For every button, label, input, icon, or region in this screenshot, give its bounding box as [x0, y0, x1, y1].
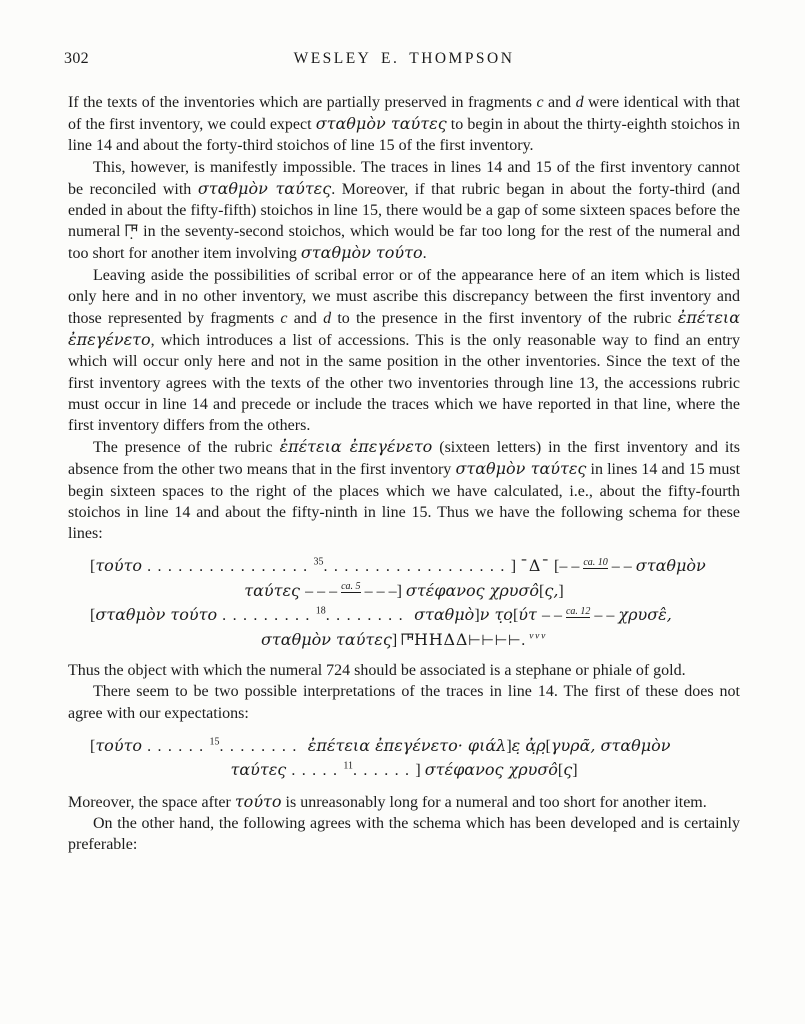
text-segment: ] — [572, 762, 578, 780]
text-segment: Moreover, the space after — [68, 793, 235, 811]
paragraph-1 — [68, 92, 740, 157]
text-segment: ...... — [147, 737, 210, 755]
text-segment: vvv — [529, 631, 548, 642]
text-segment: The presence of the rubric — [93, 439, 280, 457]
text-segment: [ — [545, 737, 551, 755]
paragraph-5 — [68, 660, 740, 681]
text-segment: – – – — [305, 582, 342, 600]
schema1-line-1 — [90, 554, 740, 579]
schema1-line-3 — [90, 603, 740, 628]
text-segment: 11 — [343, 761, 353, 773]
text-segment: ἐπέτεια ἐπεγένετο· φιάλ — [302, 735, 507, 755]
schema2-line-2 — [68, 758, 740, 783]
text-segment: ύτ — [518, 605, 542, 625]
text-segment: στέφανος χρυσο̂ — [405, 580, 540, 600]
text-segment: ν τ̣ο̣ — [479, 605, 513, 625]
schema1-line-2 — [68, 579, 740, 604]
text-segment: ΗΗΔΔ — [413, 629, 469, 649]
text-segment: ca. 5 — [341, 581, 361, 593]
text-segment: [ — [512, 607, 519, 625]
text-segment: ] — [415, 762, 425, 780]
text-segment: d — [323, 310, 332, 328]
text-segment: ......... — [222, 607, 316, 625]
text-segment: is unreasonably long for a numeral and too short for another item. — [281, 793, 707, 811]
text-segment: were identical with that of the first inventory, we could expect — [68, 94, 740, 134]
paragraph-8 — [68, 813, 740, 855]
text-segment: ] — [558, 582, 564, 600]
text-segment: ς — [563, 760, 573, 780]
running-header — [64, 48, 740, 92]
paragraph-4 — [68, 436, 740, 544]
text-segment: [ — [90, 737, 96, 755]
text-segment: ] — [391, 631, 402, 649]
text-segment: – – — [590, 607, 619, 625]
paragraph-6 — [68, 681, 740, 723]
text-segment: ] — [506, 737, 512, 755]
text-segment: χρυσε̂, — [618, 605, 672, 625]
text-segment: [ — [539, 582, 545, 600]
text-segment: in lines 14 and 15 must begin sixteen spaces to the right of the places which we have calculated, i.e., about the fifty-fourth stoichos in line 14 and about the fifty-ninth in line 15. Thus we have the following schema for these lines: — [68, 461, 741, 543]
text-segment: σταθμὸν ταύτες — [315, 114, 447, 134]
text-segment: 18 — [315, 605, 326, 617]
text-segment: τούτο — [234, 791, 282, 811]
text-segment: (sixteen letters) in the first inventory and its absence from the other two means that in the first inventory — [68, 439, 741, 479]
text-segment: 35 — [313, 556, 324, 568]
text-segment: d — [575, 94, 584, 111]
paragraph-7 — [68, 791, 740, 813]
text-segment: ἐπέτεια ἐπεγένετο — [279, 437, 433, 457]
text-segment: and — [543, 94, 576, 111]
text-segment: τούτο — [95, 735, 148, 755]
schema-block-1 — [68, 554, 740, 652]
text-segment: ................ — [147, 558, 314, 576]
text-segment: σταθμὸν ταύτες — [455, 459, 587, 479]
text-segment: ca. 10 — [583, 556, 608, 568]
text-segment: c — [280, 310, 288, 328]
text-segment: ..... — [291, 762, 344, 780]
text-segment: [ — [90, 607, 96, 625]
text-segment: [ — [90, 558, 96, 576]
text-segment: ] — [510, 558, 521, 576]
text-segment: Leaving aside the possibilities of scribal error or of the appearance here of an item which is listed only here and in no other inventory, we must ascribe this discrepancy between the first inventory and those represented by fragments — [68, 266, 740, 328]
schema1-line-4 — [68, 628, 740, 653]
text-segment: ς, — [544, 580, 559, 600]
text-segment: σταθμὸν τούτο — [95, 605, 223, 625]
text-segment: 15 — [209, 736, 220, 748]
text-segment: σταθμὸ — [408, 605, 475, 625]
text-segment: ........ — [325, 607, 409, 625]
text-segment: – – — [607, 558, 636, 576]
text-segment: ¯Δ¯ — [520, 556, 551, 576]
page-number: 302 — [64, 50, 89, 67]
paragraph-2 — [68, 157, 740, 265]
text-segment: . — [521, 631, 526, 649]
text-segment: , which introduces a list of accessions. This is the only reasonable way to find an entry which will occur only here and not in the same position in the other inventories. Since the text of the first inventory agrees with the texts of the other two inventories through line 13, the accessions rubric must occur in line 14 and precede or include the traces which we have reported in that line, where the first inventory differs from the others. — [68, 332, 740, 435]
text-segment: τούτο — [95, 556, 148, 576]
schema-block-2 — [68, 734, 740, 783]
text-segment: There seem to be two possible interpretations of the traces in line 14. The first of these does not agree with our expectations: — [68, 683, 740, 722]
text-segment: [ — [550, 558, 560, 576]
text-segment: ] — [396, 582, 406, 600]
text-segment: ] — [474, 607, 480, 625]
text-segment: στέφανος χρυσο̂ — [424, 760, 558, 780]
text-segment: to the presence in the first inventory of the rubric — [331, 310, 678, 328]
text-segment: ε̣ ἀ̣ρ̣ — [511, 735, 546, 755]
text-segment: in the seventy-second stoichos, which would be far too long for the rest of the numeral and too short for another item involving — [68, 223, 740, 263]
text-segment: – – – — [360, 582, 397, 600]
text-segment: ...... — [353, 762, 416, 780]
text-segment: and — [287, 310, 324, 328]
page-body — [68, 92, 740, 855]
paragraph-3 — [68, 265, 740, 437]
text-segment: On the other hand, the following agrees with the schema which has been developed and is certainly preferable: — [68, 815, 740, 854]
running-head-title: WESLEY E. THOMPSON — [293, 50, 515, 67]
acrophonic-500-numeral — [401, 632, 414, 649]
text-segment: ταύτες — [230, 760, 292, 780]
text-segment: If the texts of the inventories which are partially preserved in fragments — [68, 94, 537, 111]
acrophonic-500-numeral-dotted — [125, 223, 138, 240]
text-segment: [ — [557, 762, 564, 780]
text-segment: – – — [541, 607, 566, 625]
text-segment: This, however, is manifestly impossible. The traces in lines 14 and 15 of the first inventory cannot be reconciled with — [68, 158, 740, 198]
text-segment: – – — [559, 558, 584, 576]
text-segment: ἐπέτεια ἐπεγένετο — [68, 308, 740, 350]
text-segment: ........ — [219, 737, 303, 755]
text-segment: c — [536, 94, 544, 111]
text-segment: .................. — [323, 558, 511, 576]
text-segment: to begin in about the thirty-eighth stoichos in line 14 and about the forty-third stoichos of line 15 of the first inventory. — [68, 116, 740, 155]
text-segment: ταύτες — [244, 580, 306, 600]
text-segment: ca. 12 — [565, 605, 591, 617]
text-segment: σταθμὸν ταύτες — [260, 629, 392, 649]
text-segment: . Moreover, if that rubric began in about the forty-third (and ended in about the fifty-fifth) stoichos in line 15, there would be a gap of some sixteen spaces before the numeral — [68, 180, 741, 241]
text-segment: σταθμὸν — [635, 556, 706, 576]
text-segment: σταθμὸν ταύτες — [197, 178, 332, 198]
text-segment: σταθμὸν τούτο — [300, 243, 423, 263]
text-segment: Thus the object with which the numeral 724 should be associated is a stephane or phiale of gold. — [68, 662, 686, 680]
schema2-line-1 — [90, 734, 740, 759]
text-segment: . — [422, 245, 427, 263]
text-segment: γυρᾶ, σταθμὸν — [550, 735, 671, 755]
text-segment: ⊢⊢⊢⊢ — [468, 631, 522, 649]
